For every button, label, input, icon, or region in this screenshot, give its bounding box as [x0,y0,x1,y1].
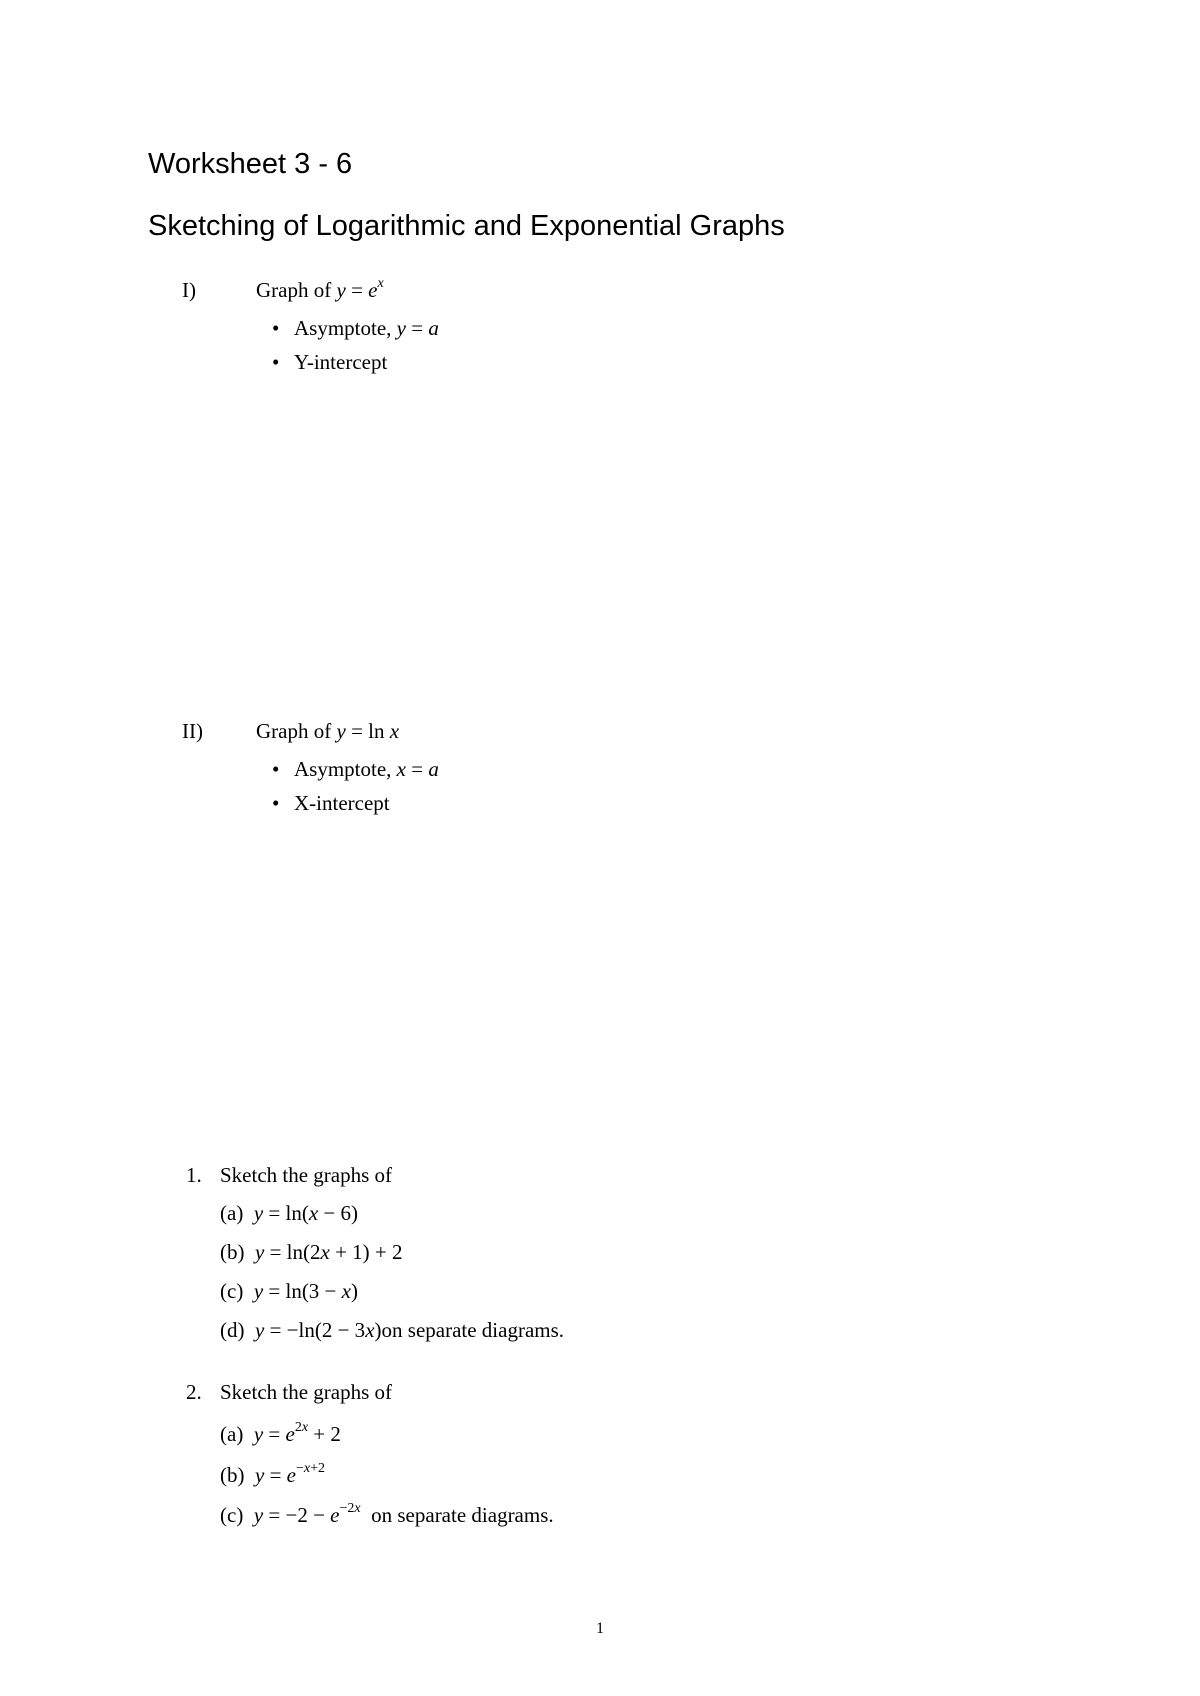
part-label: (a) [220,1201,244,1225]
section-1-heading: Graph of $y = e^x$ [256,276,384,302]
worksheet-subtitle: Sketching of Logarithmic and Exponential Graphs [148,210,785,242]
equation-exp: y [336,278,346,302]
question-1-part-d: (d) y = −ln(2 − 3x)on separate diagrams. [220,1318,565,1342]
bullet-icon: • [272,791,280,815]
bullet-label: Asymptote, [294,316,392,340]
question-2-part-c: (c) $y = -2 - e^{-2x}$ on separate diagrams. [220,1501,554,1527]
question-2-part-b: (b) $y = e^{-x+2}$ [220,1461,326,1487]
question-2-intro: Sketch the graphs of [220,1380,393,1404]
section-2-heading-prefix: Graph of [256,719,332,743]
question-1-intro: Sketch the graphs of [220,1163,393,1187]
section-2-bullet-asymptote: • Asymptote, x = a [272,757,439,781]
question-1-part-a: (a) y = ln(x − 6) [220,1201,358,1225]
section-1-bullet-asymptote: • Asymptote, y = a [272,316,439,340]
question-1-part-c: (c) y = ln(3 − x) [220,1279,358,1303]
part-label: (d) [220,1318,245,1342]
question-1-number: 1. [186,1163,202,1187]
part-suffix: on separate diagrams. [381,1318,565,1342]
question-2-number: 2. [186,1380,202,1404]
worksheet-title: Worksheet 3 - 6 [148,148,353,180]
section-1-heading-prefix: Graph of [256,278,332,302]
section-2-number: II) [182,719,203,743]
equation-ln: y [336,719,346,743]
part-suffix: on separate diagrams. [371,1503,554,1527]
part-label: (c) [220,1503,244,1527]
page-number: 1 [596,1620,604,1637]
equation-asymptote-x: x [396,757,406,781]
question-2-part-a: (a) $y = e^{2x} + 2$ [220,1420,341,1446]
question-1-part-b: (b) y = ln(2x + 1) + 2 [220,1240,403,1264]
part-label: (c) [220,1279,244,1303]
section-1-bullet-intercept [272,350,388,375]
part-label: (b) [220,1463,245,1487]
bullet-icon: • [272,350,280,374]
bullet-icon: • [272,757,280,781]
bullet-label: Asymptote, [294,757,392,781]
bullet-label: X-intercept [294,791,390,815]
bullet-label: Y-intercept [294,350,388,374]
part-label: (a) [220,1422,244,1446]
section-2-bullet-intercept [272,791,390,816]
part-label: (b) [220,1240,245,1264]
equation-asymptote-y: y [396,316,406,340]
section-2-heading: Graph of y = ln x [256,719,400,743]
section-1-number: I) [182,278,196,302]
bullet-icon: • [272,316,280,340]
